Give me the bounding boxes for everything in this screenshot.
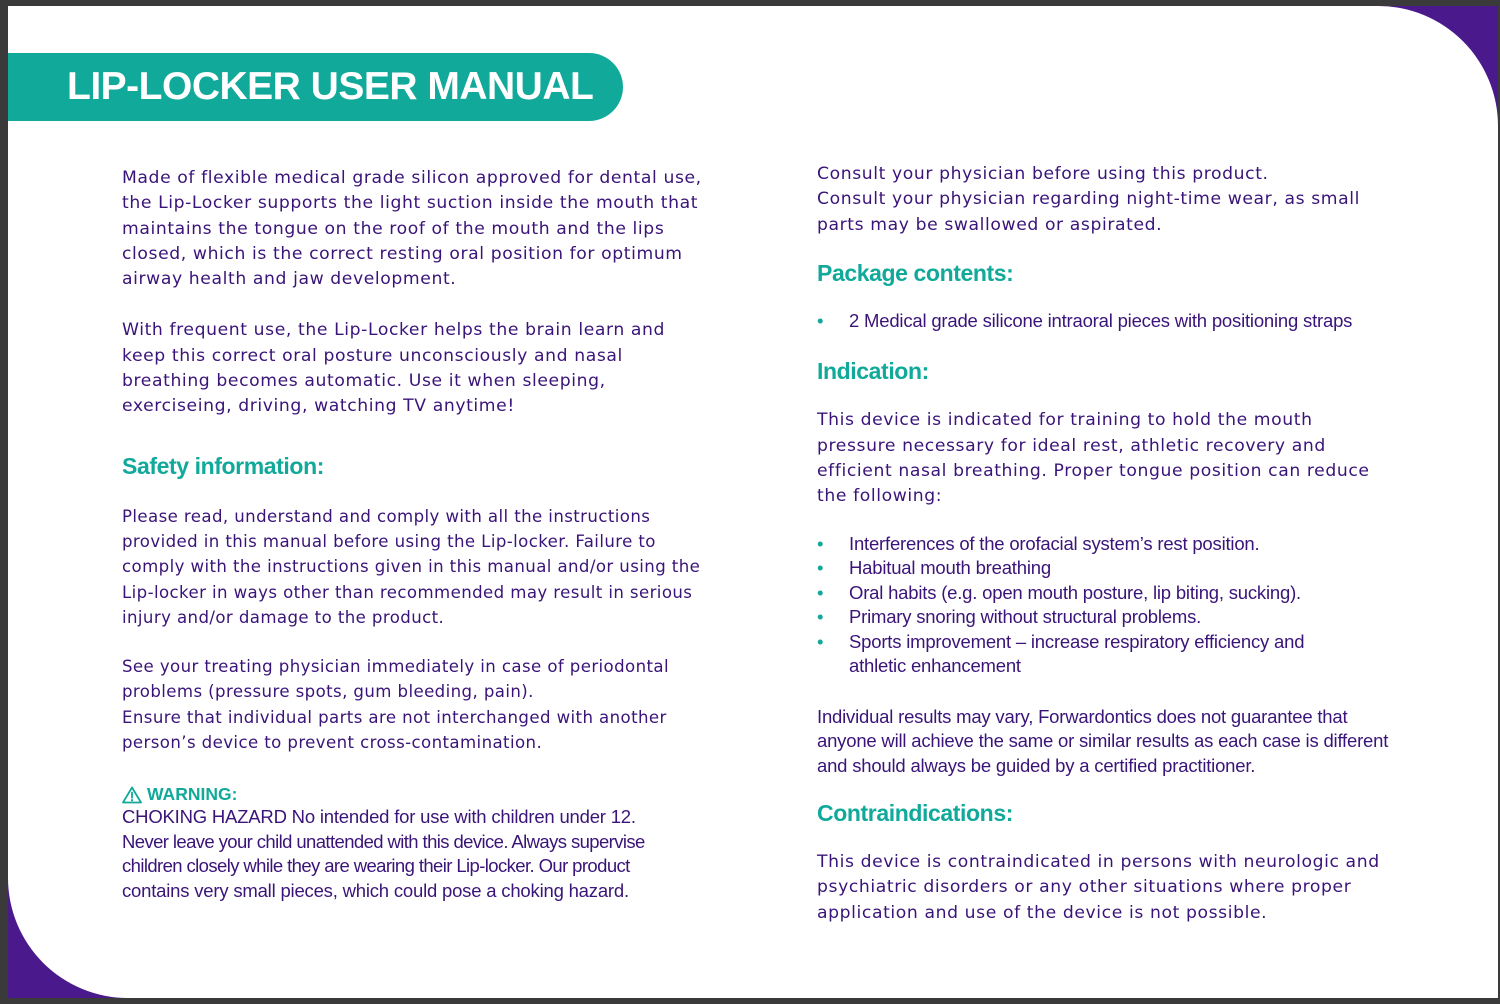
- list-item: • 2 Medical grade silicone intraoral pieces with positioning straps: [817, 309, 1407, 334]
- page-title: LIP-LOCKER USER MANUAL: [67, 65, 594, 108]
- indication-text: This device is indicated for training to hold the mouth pressure necessary for ideal rest, athletic recovery and efficient nasal breathing. Proper tongue position can reduce the following:: [817, 410, 1370, 507]
- list-item: • Primary snoring without structural problems.: [817, 605, 1407, 630]
- left-column: [122, 166, 722, 903]
- warning-text-3: contains very small pieces, which could pose a choking hazard.: [122, 879, 629, 901]
- safety-paragraph-1: Please read, understand and comply with all the instructions provided in this manual before using the Lip-locker. Failure to comply with the instructions given in this manual and/or using the Lip-locker in ways other than recommended may result in serious injury and/or damage to the product.: [122, 506, 701, 627]
- page-frame: [8, 6, 1498, 998]
- bullet-icon: •: [817, 309, 824, 331]
- warning-triangle-icon: [122, 786, 142, 804]
- package-heading: Package contents:: [817, 259, 1014, 286]
- safety-paragraph-2: See your treating physician immediately in case of periodontal problems (pressure spots, gum bleeding, pain).: [122, 657, 670, 702]
- warning-text-1: CHOKING HAZARD No intended for use with children under 12.: [122, 806, 636, 828]
- intro-paragraph-2: With frequent use, the Lip-Locker helps the brain learn and keep this correct oral posture unconsciously and nasal breathing becomes automatic. Use it when sleeping, exerciseing, driving, watching TV anytime!: [122, 320, 666, 417]
- right-column: [817, 162, 1407, 926]
- indication-heading: Indication:: [817, 358, 929, 385]
- list-item: • Sports improvement – increase respiratory efficiency and athletic enhancement: [817, 630, 1305, 677]
- consult-line-1: Consult your physician before using this product.: [817, 164, 1269, 184]
- list-item: • Habitual mouth breathing: [817, 556, 1407, 581]
- consult-line-2: Consult your physician regarding night-time wear, as small parts may be swallowed or aspirated.: [817, 189, 1360, 235]
- bullet-icon: •: [817, 581, 824, 603]
- bullet-icon: •: [817, 606, 824, 628]
- manual-page: [8, 6, 1498, 998]
- title-banner: [8, 53, 623, 121]
- contraindications-text: This device is contraindicated in persons with neurologic and psychiatric disorders or any other situations where proper application and use of the device is not possible.: [817, 852, 1380, 923]
- warning-heading: [122, 784, 722, 805]
- package-list: [817, 309, 1407, 334]
- safety-heading: Safety information:: [122, 452, 324, 479]
- results-text: Individual results may vary, Forwardontics does not guarantee that anyone will achieve the same or similar results as each case is different and should always be guided by a certified practitioner.: [817, 705, 1389, 776]
- bullet-icon: •: [817, 630, 824, 652]
- intro-paragraph-1: Made of flexible medical grade silicon approved for dental use, the Lip-Locker supports the light suction inside the mouth that maintains the tongue on the roof of the mouth and the lips closed, which is the correct resting oral position for optimum airway health and jaw development.: [122, 168, 702, 290]
- warning-label: WARNING:: [147, 784, 238, 805]
- bullet-icon: •: [817, 557, 824, 579]
- warning-text-2: Never leave your child unattended with this device. Always supervise children closely while they are wearing their Lip-locker. Our product: [122, 830, 645, 877]
- list-item: • Interferences of the orofacial system’s rest position.: [817, 532, 1407, 557]
- safety-paragraph-3: Ensure that individual parts are not interchanged with another person’s device to prevent cross-contamination.: [122, 707, 667, 753]
- indication-list: [817, 532, 1407, 679]
- list-item: • Oral habits (e.g. open mouth posture, lip biting, sucking).: [817, 581, 1407, 606]
- bullet-icon: •: [817, 532, 824, 554]
- contraindications-heading: Contraindications:: [817, 800, 1013, 827]
